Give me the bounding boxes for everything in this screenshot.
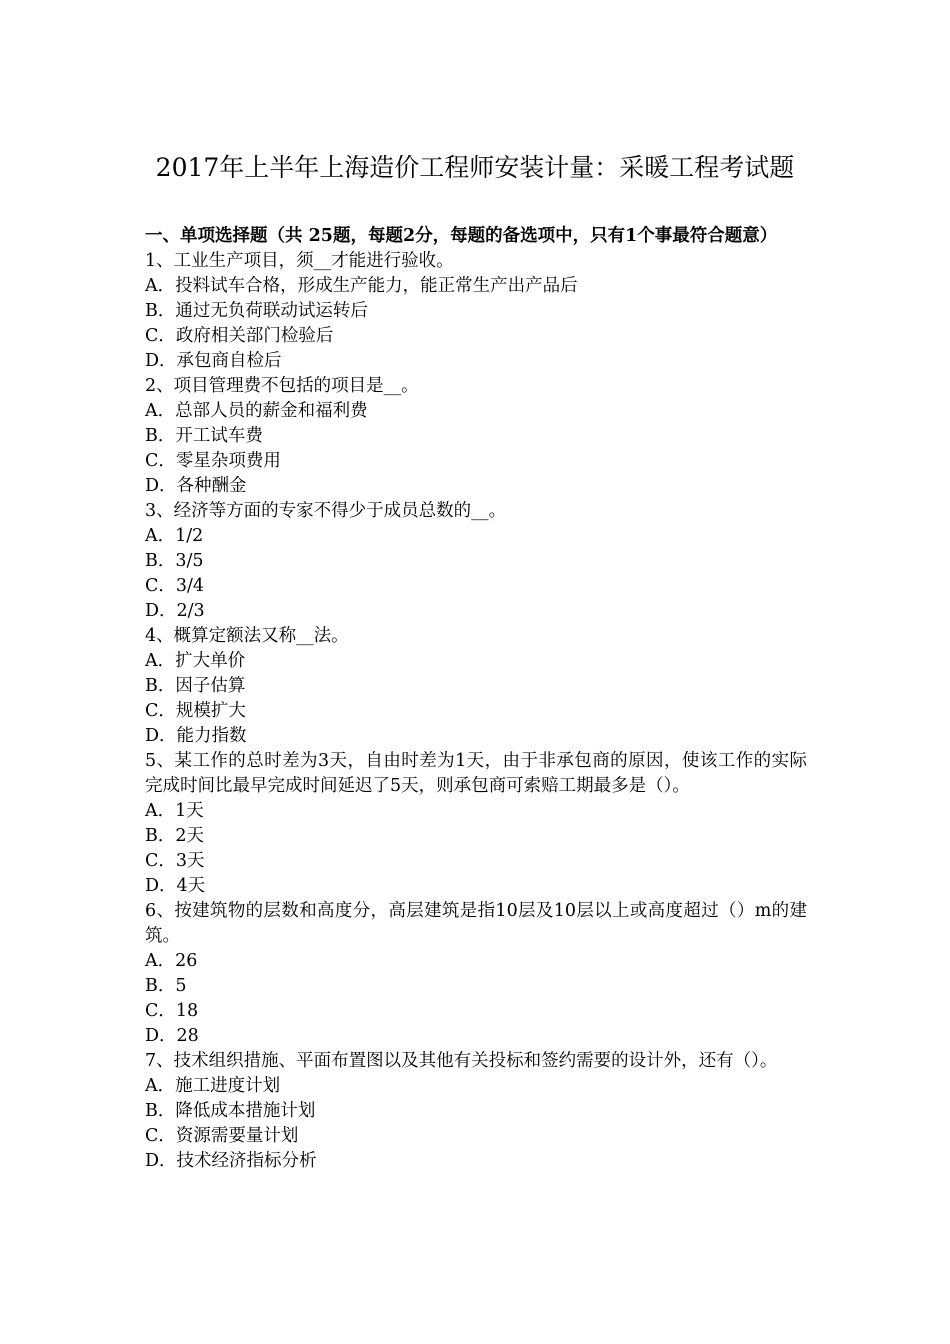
question-stem: 3、经济等方面的专家不得少于成员总数的__。 (145, 501, 507, 521)
question-stem: 1、工业生产项目，须__才能进行验收。 (145, 251, 454, 271)
question-stem: 4、概算定额法又称__法。 (145, 626, 349, 646)
option-c: C．资源需要量计划 (145, 1126, 299, 1146)
question-stem: 2、项目管理费不包括的项目是__。 (145, 376, 419, 396)
option-a: A．26 (145, 951, 198, 971)
question-3 (145, 499, 807, 624)
option-a: A．投料试车合格，形成生产能力，能正常生产出产品后 (145, 276, 578, 296)
option-d: D．技术经济指标分析 (145, 1151, 317, 1171)
document-body (145, 224, 807, 1174)
option-b: B．2天 (145, 826, 204, 846)
option-c: C．3天 (145, 851, 205, 871)
option-a: A．1/2 (145, 526, 204, 546)
option-d: D．能力指数 (145, 726, 247, 746)
document-title: 2017年上半年上海造价工程师安装计量：采暖工程考试题 (155, 153, 795, 182)
option-a: A．1天 (145, 801, 204, 821)
option-a: A．施工进度计划 (145, 1076, 281, 1096)
option-b: B．3/5 (145, 551, 204, 571)
option-d: D．4天 (145, 876, 206, 896)
question-2 (145, 374, 807, 499)
option-d: D．各种酬金 (145, 476, 247, 496)
option-d: D．承包商自检后 (145, 351, 282, 371)
section-heading: 一、单项选择题（共 25题，每题2分，每题的备选项中，只有1个事最符合题意） (145, 226, 778, 246)
question-1 (145, 249, 807, 374)
option-a: A．扩大单价 (145, 651, 246, 671)
option-c: C．18 (145, 1001, 199, 1021)
option-c: C．3/4 (145, 576, 205, 596)
question-7 (145, 1049, 807, 1174)
question-stem: 7、技术组织措施、平面布置图以及其他有关投标和签约需要的设计外，还有（）。 (145, 1051, 778, 1071)
question-stem: 6、按建筑物的层数和高度分，高层建筑是指10层及10层以上或高度超过（）m的建筑。 (145, 901, 807, 946)
question-5 (145, 749, 807, 899)
option-d: D．28 (145, 1026, 199, 1046)
option-c: C．零星杂项费用 (145, 451, 281, 471)
option-d: D．2/3 (145, 601, 205, 621)
option-b: B．因子估算 (145, 676, 246, 696)
option-b: B．降低成本措施计划 (145, 1101, 316, 1121)
question-4 (145, 624, 807, 749)
option-a: A．总部人员的薪金和福利费 (145, 401, 368, 421)
option-b: B．5 (145, 976, 187, 996)
option-b: B．开工试车费 (145, 426, 263, 446)
question-stem: 5、某工作的总时差为3天，自由时差为1天，由于非承包商的原因，使该工作的实际完成时间比最早完成时间延迟了5天，则承包商可索赔工期最多是（）。 (145, 751, 807, 796)
option-b: B．通过无负荷联动试运转后 (145, 301, 368, 321)
option-c: C．规模扩大 (145, 701, 246, 721)
option-c: C．政府相关部门检验后 (145, 326, 334, 346)
question-6 (145, 899, 807, 1049)
